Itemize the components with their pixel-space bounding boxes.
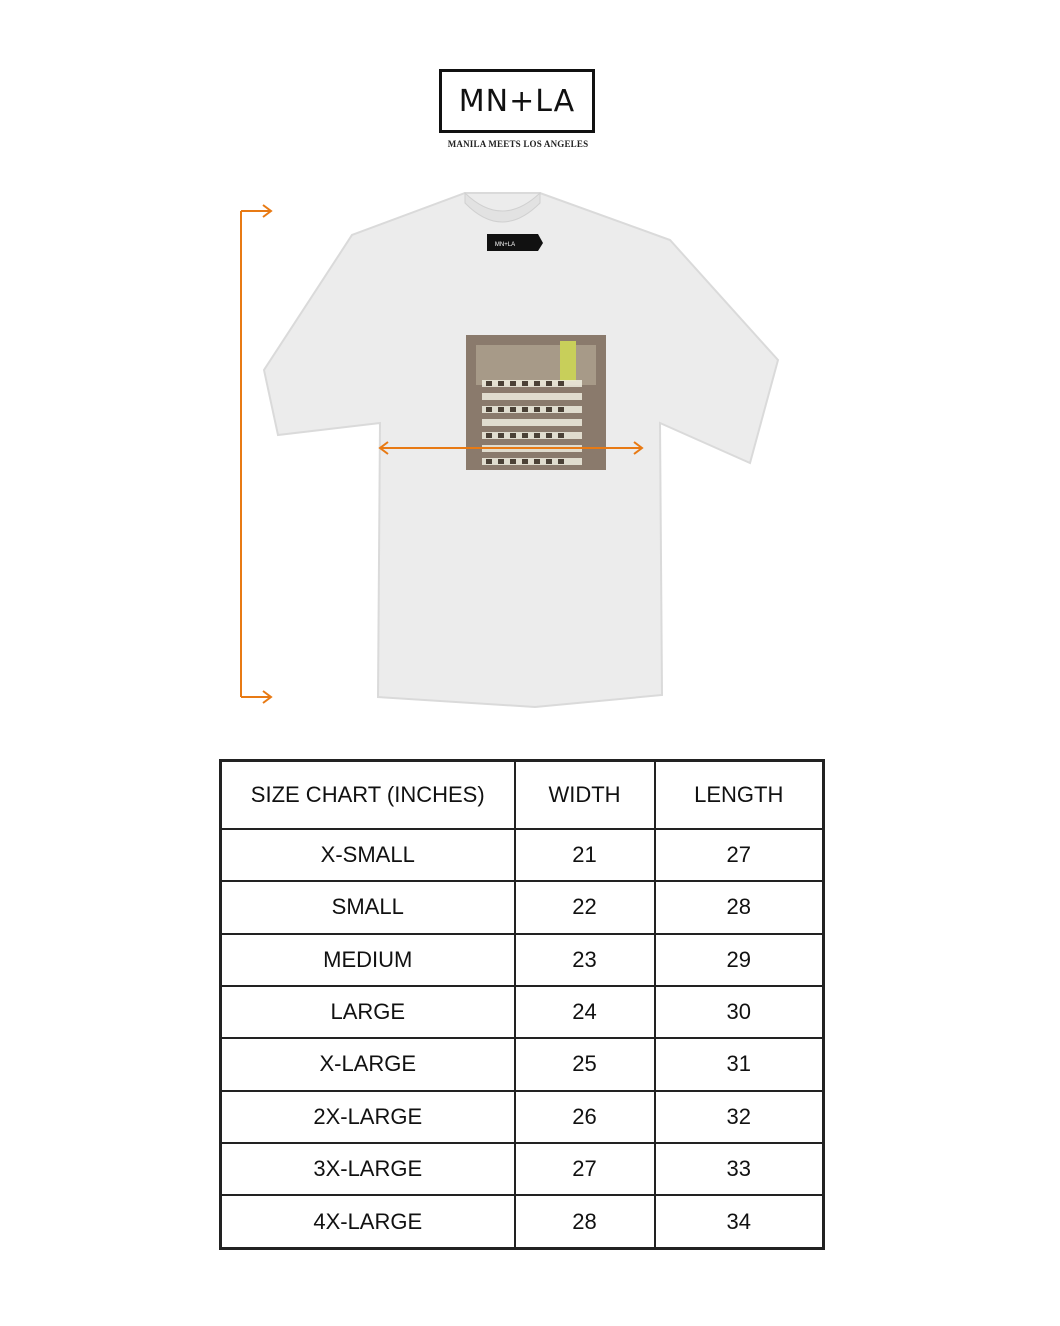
length-cell: 32 — [655, 1091, 824, 1143]
width-cell: 27 — [515, 1143, 655, 1195]
width-cell: 23 — [515, 934, 655, 986]
size-cell: X-LARGE — [221, 1038, 515, 1090]
width-cell: 24 — [515, 986, 655, 1038]
size-cell: 3X-LARGE — [221, 1143, 515, 1195]
table-row — [221, 1038, 824, 1090]
neck-label-text: MN+LA — [494, 242, 516, 248]
width-cell: 28 — [515, 1195, 655, 1248]
logo-text: MN+LA — [458, 83, 576, 119]
header-width: WIDTH — [515, 761, 655, 830]
table-row — [221, 1091, 824, 1143]
header-size: SIZE CHART (INCHES) — [221, 761, 515, 830]
length-cell: 28 — [655, 881, 824, 933]
size-chart-table — [219, 759, 825, 1250]
graphic-print — [466, 335, 606, 470]
table-header-row — [221, 761, 824, 830]
width-cell: 25 — [515, 1038, 655, 1090]
table-row — [221, 1195, 824, 1248]
table-row — [221, 986, 824, 1038]
tshirt-measurement-diagram — [230, 185, 790, 715]
header-length: LENGTH — [655, 761, 824, 830]
size-cell: MEDIUM — [221, 934, 515, 986]
table-row — [221, 881, 824, 933]
length-arrow — [241, 205, 271, 703]
brand-logo — [439, 69, 595, 133]
table-row — [221, 829, 824, 881]
length-cell: 31 — [655, 1038, 824, 1090]
size-cell: LARGE — [221, 986, 515, 1038]
width-cell: 21 — [515, 829, 655, 881]
width-cell: 22 — [515, 881, 655, 933]
size-cell: 2X-LARGE — [221, 1091, 515, 1143]
logo-tagline: MANILA MEETS LOS ANGELES — [447, 139, 589, 149]
size-cell: 4X-LARGE — [221, 1195, 515, 1248]
length-cell: 27 — [655, 829, 824, 881]
length-cell: 30 — [655, 986, 824, 1038]
length-cell: 29 — [655, 934, 824, 986]
width-cell: 26 — [515, 1091, 655, 1143]
length-cell: 34 — [655, 1195, 824, 1248]
size-cell: SMALL — [221, 881, 515, 933]
table-row — [221, 934, 824, 986]
size-cell: X-SMALL — [221, 829, 515, 881]
length-cell: 33 — [655, 1143, 824, 1195]
table-row — [221, 1143, 824, 1195]
